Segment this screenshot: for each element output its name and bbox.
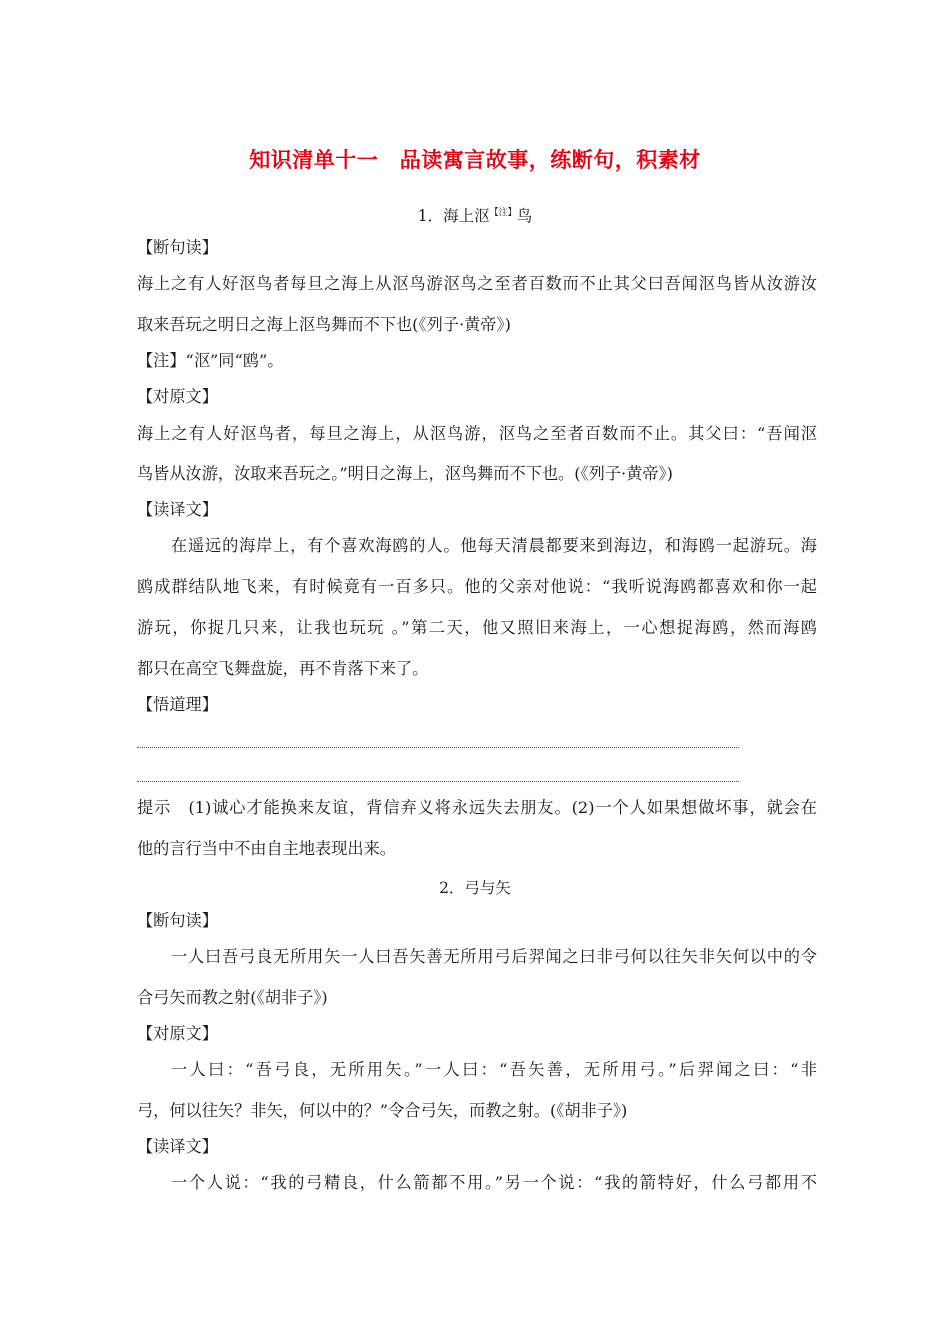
hint-line: 他的言行当中不由自主地表现出来。: [137, 839, 396, 858]
label-original: 【对原文】: [137, 387, 218, 406]
text-line: 合弓矢而教之射(《胡非子》): [137, 988, 328, 1007]
label-punctuation: 【断句读】: [137, 911, 218, 930]
section-heading: 2．弓与矢: [439, 879, 511, 897]
text-line: 一个人说：“我的弓精良，什么箭都不用。”另一个说：“我的箭特好，什么弓都用不: [171, 1173, 817, 1192]
answer-line: [137, 747, 739, 748]
text-line: 弓，何以往矢？非矢，何以中的？”令合弓矢，而教之射。(《胡非子》): [137, 1101, 628, 1120]
text-line: 取来吾玩之明日之海上沤鸟舞而不下也(《列子·黄帝》): [137, 315, 511, 334]
note-marker: 【注】: [489, 208, 517, 218]
label-moral: 【悟道理】: [137, 695, 218, 714]
label-translation: 【读译文】: [137, 1137, 218, 1156]
answer-line: [137, 781, 739, 782]
annotation-note: 【注】“沤”同“鸥”。: [137, 351, 284, 370]
page-title: 知识清单十一 品读寓言故事，练断句，积素材: [249, 148, 701, 172]
section-heading: [0, 204, 950, 226]
label-punctuation: 【断句读】: [137, 238, 218, 257]
text-line: 鸟皆从汝游，汝取来吾玩之。”明日之海上，沤鸟舞而不下也。(《列子·黄帝》): [137, 464, 673, 483]
text-line: 一人曰：“吾弓良，无所用矢。”一人曰：“吾矢善，无所用弓。”后羿闻之曰：“非: [171, 1060, 817, 1079]
label-translation: 【读译文】: [137, 500, 218, 519]
text-line: 都只在高空飞舞盘旋，再不肯落下来了。: [137, 659, 429, 678]
hint-line: 提示 (1)诚心才能换来友谊，背信弃义将永远失去朋友。(2)一个人如果想做坏事，就会在: [137, 798, 817, 817]
label-original: 【对原文】: [137, 1024, 218, 1043]
section-heading-text: 1．海上沤: [417, 207, 490, 225]
text-line: 游玩，你捉几只来，让我也玩玩 。”第二天，他又照旧来海上，一心想捉海鸥，然而海鸥: [137, 618, 817, 637]
text-line: 鸥成群结队地飞来，有时候竟有一百多只。他的父亲对他说：“我听说海鸥都喜欢和你一起: [137, 577, 817, 596]
text-line: 在遥远的海岸上，有个喜欢海鸥的人。他每天清晨都要来到海边，和海鸥一起游玩。海: [171, 536, 817, 555]
section-heading-text: 鸟: [516, 207, 533, 225]
text-line: 海上之有人好沤鸟者，每旦之海上，从沤鸟游，沤鸟之至者百数而不止。其父曰：“吾闻沤: [137, 424, 817, 443]
text-line: 海上之有人好沤鸟者每旦之海上从沤鸟游沤鸟之至者百数而不止其父曰吾闻沤鸟皆从汝游汝: [137, 274, 817, 293]
text-line: 一人曰吾弓良无所用矢一人曰吾矢善无所用弓后羿闻之曰非弓何以往矢非矢何以中的令: [171, 947, 817, 966]
